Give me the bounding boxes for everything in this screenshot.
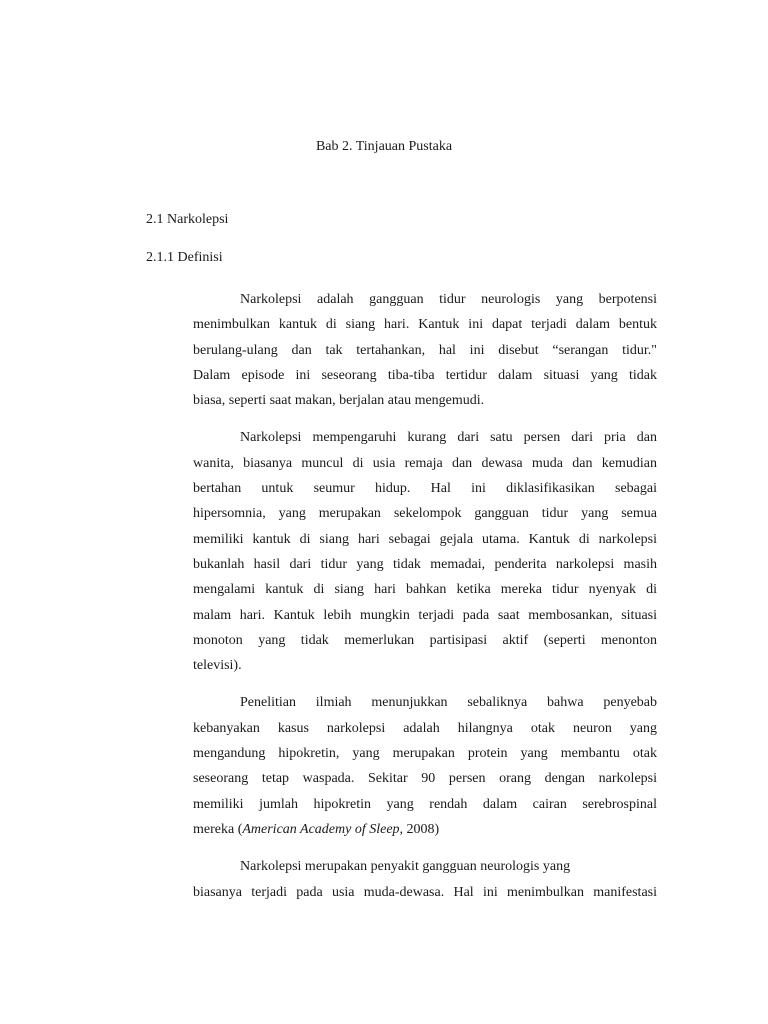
citation-suffix: 2008) [403, 821, 440, 837]
paragraph-line: Narkolepsi mempengaruhi kurang dari satu persen dari pria dan [240, 430, 657, 446]
paragraph-line: malam hari. Kantuk lebih mungkin terjadi pada saat membosankan, situasi [193, 607, 657, 623]
subsection-heading: 2.1.1 Definisi [146, 250, 223, 265]
paragraph-line: Penelitian ilmiah menunjukkan sebaliknya bahwa penyebab [240, 695, 657, 711]
paragraph-line: wanita, biasanya muncul di usia remaja dan dewasa muda dan kemudian [193, 455, 657, 471]
citation-line [193, 817, 657, 842]
paragraph-line: televisi). [193, 658, 242, 674]
paragraph-line: bertahan untuk seumur hidup. Hal ini diklasifikasikan sebagai [193, 481, 657, 497]
paragraph-line: bukanlah hasil dari tidur yang tidak memadai, penderita narkolepsi masih [193, 556, 657, 572]
paragraph-line: monoton yang tidak memerlukan partisipasi aktif (seperti menonton [193, 632, 657, 648]
citation-prefix: mereka ( [193, 821, 243, 837]
paragraph-line: mengalami kantuk di siang hari bahkan ketika mereka tidur nyenyak di [193, 582, 657, 598]
paragraph-line: Narkolepsi adalah gangguan tidur neurologis yang berpotensi [240, 292, 657, 307]
paragraph-prevalence [193, 425, 657, 678]
document-body [193, 287, 657, 905]
citation-source: American Academy of Sleep, [242, 821, 404, 837]
paragraph-line: kebanyakan kasus narkolepsi adalah hilangnya otak neuron yang [193, 720, 657, 736]
paragraph-definition [193, 287, 657, 413]
paragraph-line: Dalam episode ini seseorang tiba-tiba tertidur dalam situasi yang tidak [193, 367, 657, 383]
paragraph-line: mengandung hipokretin, yang merupakan protein yang membantu otak [193, 746, 657, 762]
paragraph-line: seseorang tetap waspada. Sekitar 90 persen orang dengan narkolepsi [193, 771, 657, 787]
chapter-title: Bab 2. Tinjauan Pustaka [315, 139, 453, 154]
section-heading: 2.1 Narkolepsi [146, 212, 229, 227]
paragraph-line: berulang-ulang dan tak tertahankan, hal ini disebut “serangan tidur." [193, 342, 657, 358]
paragraph-line: memiliki jumlah hipokretin yang rendah dalam cairan serebrospinal [193, 796, 657, 812]
paragraph-line: biasanya terjadi pada usia muda-dewasa. Hal ini menimbulkan manifestasi [193, 884, 657, 900]
paragraph-line: Narkolepsi merupakan penyakit gangguan neurologis yang [240, 859, 571, 875]
paragraph-line: hipersomnia, yang merupakan sekelompok gangguan tidur yang semua [193, 506, 657, 522]
paragraph-line: biasa, seperti saat makan, berjalan atau mengemudi. [193, 393, 485, 409]
paragraph-line: menimbulkan kantuk di siang hari. Kantuk ini dapat terjadi dalam bentuk [193, 317, 657, 333]
paragraph-research [193, 690, 657, 842]
paragraph-line: memiliki kantuk di siang hari sebagai gejala utama. Kantuk di narkolepsi [193, 531, 657, 547]
paragraph-neurological [193, 854, 657, 905]
